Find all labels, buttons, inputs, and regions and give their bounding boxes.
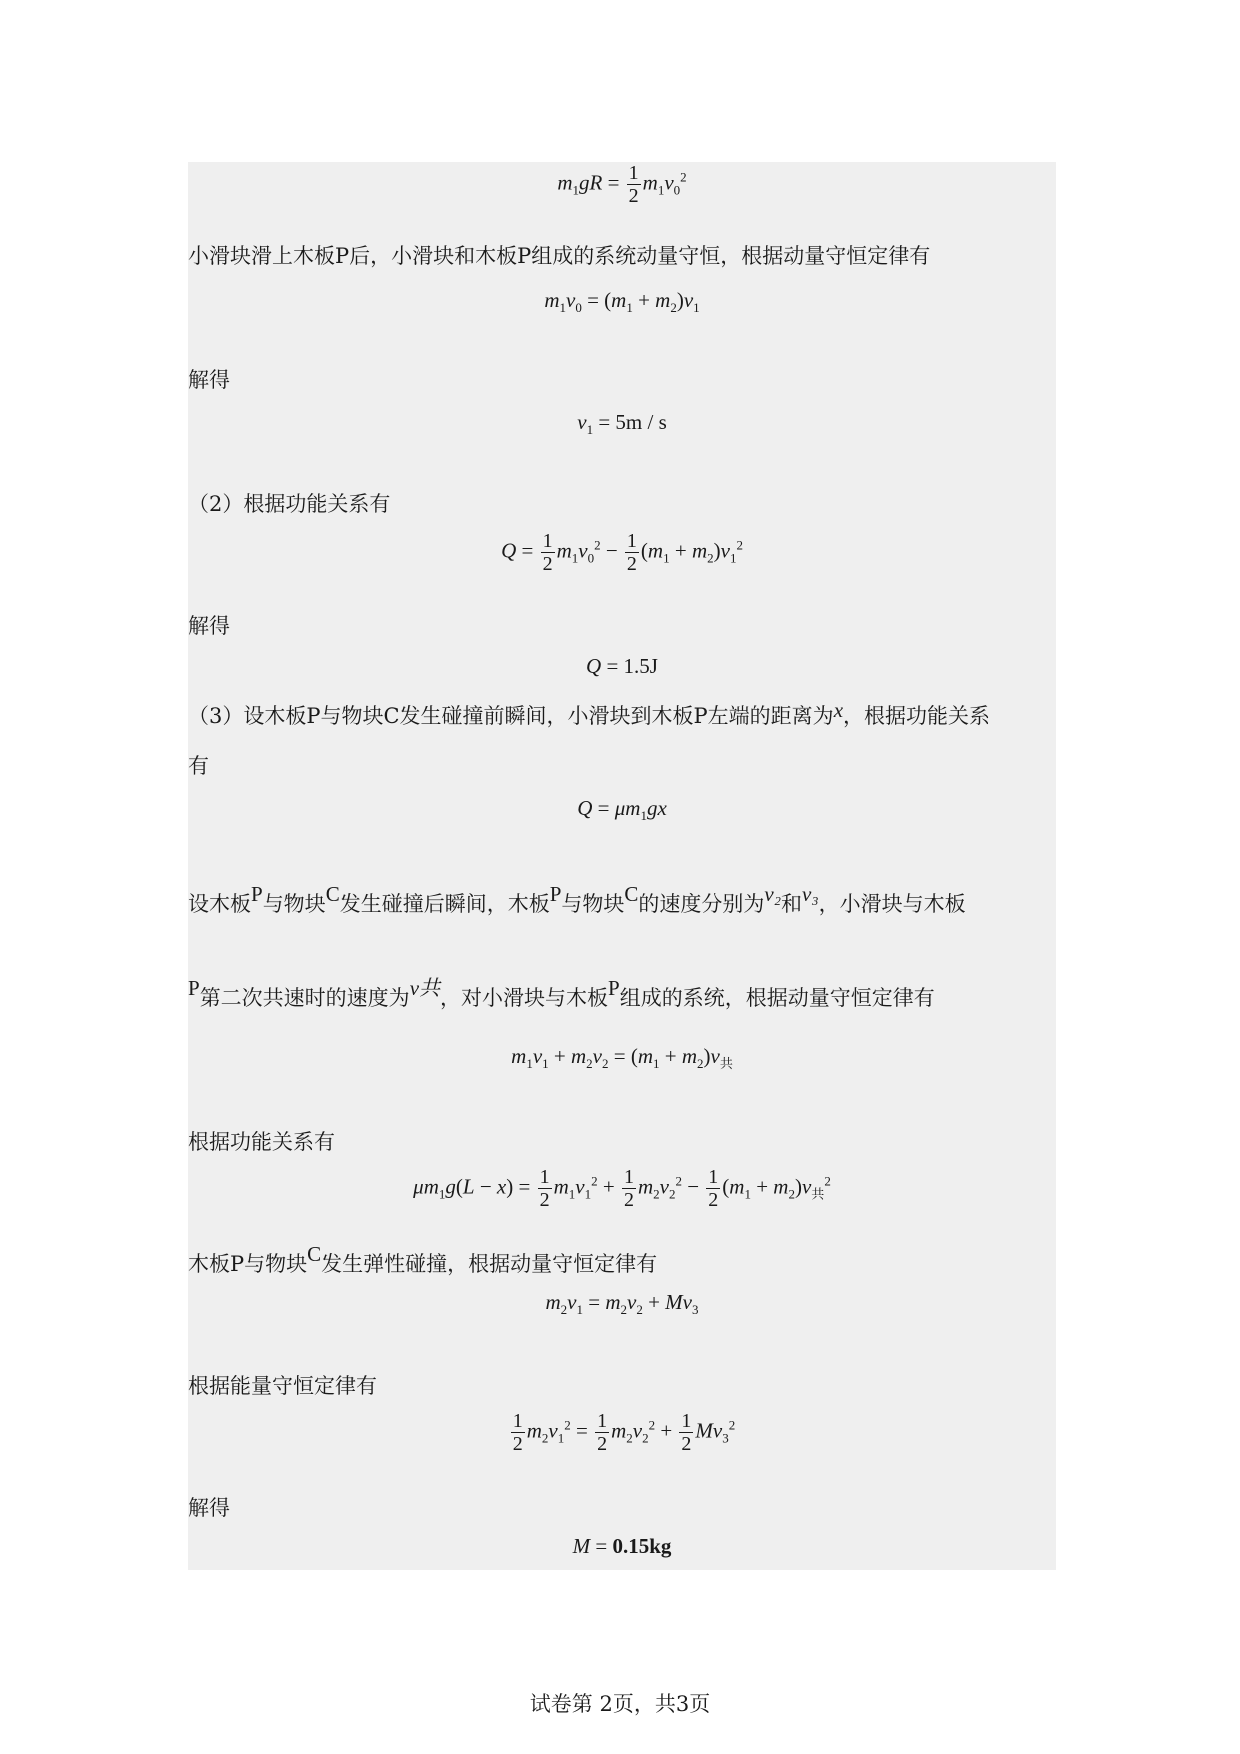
equation-momentum-2: $m_1v_1 + m_2v_2 = (m_1 + m_2)v_共$ — [511, 1044, 733, 1072]
t7e: 的速度分别为 — [638, 892, 765, 916]
equation-heat: Q = $\frac{1}{2}$ $m_1v_0^2$ − $\frac{1}{2}$ $(m_1 + m_2)v_1^2$ — [501, 530, 743, 575]
t7P: P — [251, 882, 263, 906]
t7P2: P — [549, 882, 562, 906]
text-line-8 — [188, 976, 935, 1012]
text-line-5-b: ，根据功能关系 — [843, 704, 991, 728]
equation-energy-2: $\mu m_1g(L - x)$ = $\frac{1}{2}$ $m_1v_1^2$ + $\frac{1}{2}$ $m_2v_2^2$ − $\frac{1}{2}$ $(m_1 + m_2)v_共^2$ — [413, 1166, 831, 1211]
t8v: v共 — [409, 976, 441, 1000]
t7c: 发生碰撞后瞬间，木板 — [339, 892, 550, 916]
t7f: 和 — [781, 892, 803, 916]
t7d: 与物块 — [561, 892, 625, 916]
text-line-9: 根据功能关系有 — [188, 1130, 335, 1154]
equation-momentum-3: $m_2v_1 = m_2v_2 + Mv_3$ — [545, 1290, 699, 1318]
text-line-1: 小滑块滑上木板P后，小滑块和木板P组成的系统动量守恒，根据动量守恒定律有 — [188, 244, 931, 268]
text-line-11: 根据能量守恒定律有 — [188, 1374, 377, 1398]
t7a: 设木板 — [188, 892, 251, 916]
t10a: 木板P与物块 — [188, 1252, 308, 1276]
t7b: 与物块 — [262, 892, 326, 916]
equation-momentum-1: $m_1v_0 = (m_1 + m_2)v_1$ — [544, 288, 700, 316]
text-line-2: 解得 — [188, 368, 230, 392]
text-line-6: 有 — [188, 754, 209, 778]
text-line-10 — [188, 1242, 658, 1278]
text-line-5 — [188, 698, 991, 730]
equation-v1-result: $v_1 = 5m / s$ — [577, 410, 667, 438]
text-line-5-a: （3）设木板P与物块C发生碰撞前瞬间，小滑块到木板P左端的距离为 — [188, 704, 834, 728]
t7v3: v₃ — [802, 882, 819, 906]
t7C2: C — [624, 882, 639, 906]
t8P2: P — [608, 976, 620, 1000]
var-x: x — [833, 698, 844, 722]
equation-friction-heat: $Q = \mu m_1gx$ — [577, 796, 667, 824]
t10C: C — [307, 1242, 322, 1266]
t8a: 第二次共速时的速度为 — [199, 986, 410, 1010]
t10b: 发生弹性碰撞，根据动量守恒定律有 — [321, 1252, 658, 1276]
t7v2: v₂ — [764, 882, 782, 906]
t8P: P — [188, 976, 200, 1000]
equation-energy-3: $\frac{1}{2}$ $m_2v_1^2$ = $\frac{1}{2}$ $m_2v_2^2$ + $\frac{1}{2}$ $Mv_3^2$ — [512, 1410, 736, 1455]
equation-heat-result: Q = 1.5J — [586, 654, 658, 678]
solution-panel — [188, 162, 1056, 1570]
text-line-4: 解得 — [188, 614, 230, 638]
page-footer: 试卷第 2页，共3页 — [529, 1692, 711, 1716]
t8b: ，对小滑块与木板 — [440, 986, 609, 1010]
text-line-7 — [188, 882, 966, 918]
text-line-12: 解得 — [188, 1496, 230, 1520]
text-line-3: （2）根据功能关系有 — [188, 492, 391, 516]
t8c: 组成的系统，根据动量守恒定律有 — [619, 986, 935, 1010]
t7C: C — [325, 882, 340, 906]
equation-energy-slide: $m_1gR$ = $\frac{1}{2}$ $m_1v_0^2$ — [557, 162, 687, 207]
equation-mass-result: M = 0.15kg — [572, 1534, 672, 1558]
t7g: ，小滑块与木板 — [818, 892, 966, 916]
